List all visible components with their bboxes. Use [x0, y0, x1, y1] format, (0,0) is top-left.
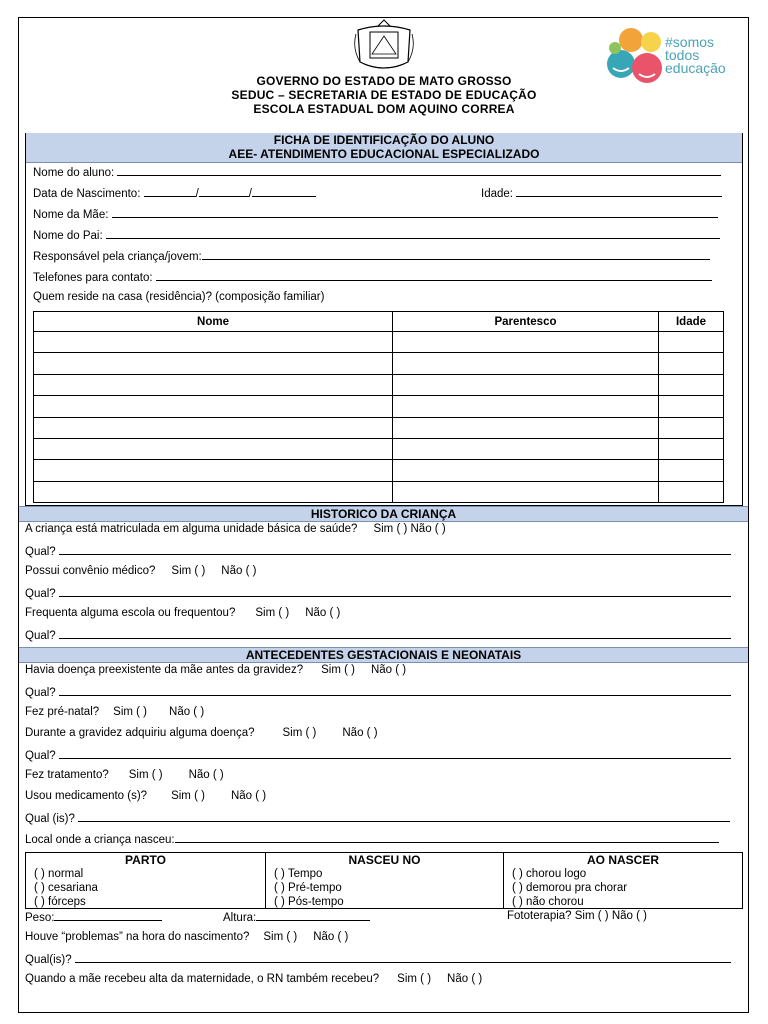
antecedentes-q4-nao[interactable]: Não ( ): [188, 769, 224, 781]
table-row: [34, 353, 724, 374]
somos-todos-educacao-logo: [603, 22, 748, 97]
antecedentes-q1-label: Havia doença preexistente da mãe antes da gravidez?: [25, 664, 304, 676]
data-dia-field[interactable]: [144, 185, 196, 197]
qual-is-label: Qual (is)?: [25, 813, 75, 825]
table-cell[interactable]: [393, 417, 659, 438]
historico-q2-sim[interactable]: Sim ( ): [171, 565, 206, 577]
nome-aluno-field[interactable]: [117, 164, 721, 176]
historico-qual-2-row: [25, 585, 731, 601]
parto-title: PARTO: [125, 853, 166, 867]
state-coat-of-arms-icon: [350, 18, 418, 72]
ao-nascer-column: [504, 853, 742, 908]
alta-row: [25, 972, 482, 986]
nome-mae-row: [33, 206, 718, 222]
table-row: [34, 481, 724, 502]
antecedentes-q2-sim[interactable]: Sim ( ): [113, 706, 148, 718]
antecedentes-qual-is-row: [25, 810, 730, 826]
table-cell[interactable]: [34, 460, 393, 481]
quais-row: [25, 951, 731, 967]
antecedentes-q2-nao[interactable]: Não ( ): [169, 706, 205, 718]
data-ano-field[interactable]: [252, 185, 316, 197]
table-cell[interactable]: [659, 353, 724, 374]
historico-qual-3-row: [25, 627, 731, 643]
qual-label: Qual?: [25, 687, 56, 699]
table-cell[interactable]: [393, 438, 659, 459]
nome-mae-field[interactable]: [112, 206, 718, 218]
antecedentes-qual-2-field[interactable]: [59, 747, 731, 759]
alta-nao[interactable]: Não ( ): [447, 973, 483, 985]
table-cell[interactable]: [34, 481, 393, 502]
quais-label: Qual(is)?: [25, 954, 72, 966]
antecedentes-q3-nao[interactable]: Não ( ): [342, 727, 378, 739]
historico-q1-label: A criança está matriculada em alguma unidade básica de saúde?: [25, 523, 358, 535]
table-cell[interactable]: [34, 417, 393, 438]
antecedentes-qual-is-field[interactable]: [78, 810, 730, 822]
table-row: [34, 417, 724, 438]
ao-nascer-option-demorou[interactable]: ( ) demorou pra chorar: [512, 882, 628, 894]
table-row: [34, 374, 724, 395]
table-cell[interactable]: [34, 374, 393, 395]
antecedentes-q4-label: Fez tratamento?: [25, 769, 109, 781]
table-cell[interactable]: [659, 374, 724, 395]
table-cell[interactable]: [393, 481, 659, 502]
header-line-1: GOVERNO DO ESTADO DE MATO GROSSO: [256, 74, 512, 88]
fototerapia-row[interactable]: Fototerapia? Sim ( ) Não ( ): [507, 910, 647, 922]
header-line-2: SEDUC – SECRETARIA DE ESTADO DE EDUCAÇÃO: [231, 88, 537, 102]
ao-nascer-title: AO NASCER: [586, 853, 659, 867]
historico-q3-sim[interactable]: Sim ( ): [255, 607, 290, 619]
nasceu-title: NASCEU NO: [348, 853, 421, 867]
altura-row: [223, 909, 370, 925]
antecedentes-q4-row: [25, 768, 224, 782]
section-historico-title: HISTORICO DA CRIANÇA: [19, 506, 748, 522]
problemas-sim[interactable]: Sim ( ): [263, 931, 298, 943]
problemas-nao[interactable]: Não ( ): [313, 931, 349, 943]
local-nascimento-label: Local onde a criança nasceu:: [25, 834, 175, 846]
table-cell[interactable]: [393, 353, 659, 374]
nasceu-option-pos-tempo[interactable]: ( ) Pós-tempo: [274, 896, 344, 908]
parto-option-normal[interactable]: ( ) normal: [34, 868, 84, 880]
data-nascimento-row: Data de Nascimento: / /: [33, 185, 316, 201]
faces-logo-icon: [603, 22, 673, 97]
antecedentes-q1-nao[interactable]: Não ( ): [370, 664, 407, 676]
qual-label: Qual?: [25, 630, 56, 642]
table-cell[interactable]: [659, 460, 724, 481]
col-nome: Nome: [34, 312, 393, 332]
ao-nascer-option-nao-chorou[interactable]: ( ) não chorou: [512, 896, 584, 908]
telefones-field[interactable]: [156, 269, 712, 281]
alta-label: Quando a mãe recebeu alta da maternidade, o RN também recebeu?: [25, 973, 380, 985]
logo-text-3: educação: [665, 60, 726, 76]
antecedentes-q5-row: [25, 789, 266, 803]
antecedentes-q1-row: [25, 663, 406, 677]
responsavel-label: Responsável pela criança/jovem:: [33, 251, 202, 263]
parto-option-forceps[interactable]: ( ) fórceps: [34, 896, 86, 908]
parto-column: [26, 853, 266, 908]
table-cell[interactable]: [34, 353, 393, 374]
parto-option-cesariana[interactable]: ( ) cesariana: [34, 882, 98, 894]
data-mes-field[interactable]: [199, 185, 249, 197]
historico-q3-nao[interactable]: Não ( ): [305, 607, 341, 619]
telefones-label: Telefones para contato:: [33, 272, 153, 284]
qual-label: Qual?: [25, 546, 56, 558]
historico-q2-row: [25, 564, 256, 578]
responsavel-field[interactable]: [202, 248, 710, 260]
historico-q1-nao[interactable]: Não ( ): [410, 523, 446, 535]
family-table: [33, 311, 724, 503]
table-cell[interactable]: [34, 332, 393, 353]
historico-qual-3-field[interactable]: [59, 627, 731, 639]
historico-qual-1-row: [25, 543, 731, 559]
problemas-row: [25, 930, 348, 944]
family-table-header: [34, 312, 724, 332]
table-row: [34, 332, 724, 353]
alta-sim[interactable]: Sim ( ): [397, 973, 432, 985]
ao-nascer-option-chorou-logo[interactable]: ( ) chorou logo: [512, 868, 587, 880]
logo-text-2: todos: [665, 47, 700, 63]
table-row: [34, 460, 724, 481]
antecedentes-qual-2-row: [25, 747, 731, 763]
antecedentes-q3-row: [25, 726, 378, 740]
nome-aluno-label: Nome do aluno:: [33, 167, 115, 179]
logo-text-1: #somos: [665, 34, 715, 50]
table-cell[interactable]: [393, 374, 659, 395]
qual-label: Qual?: [25, 588, 56, 600]
nasceu-option-pre-tempo[interactable]: ( ) Pré-tempo: [274, 882, 342, 894]
qual-label: Qual?: [25, 750, 56, 762]
form-title-line-2: AEE- ATENDIMENTO EDUCACIONAL ESPECIALIZADO: [228, 147, 540, 161]
table-cell[interactable]: [393, 332, 659, 353]
nome-pai-field[interactable]: [106, 227, 720, 239]
responsavel-row: [33, 248, 710, 264]
antecedentes-q2-label: Fez pré-natal?: [25, 706, 100, 718]
antecedentes-qual-1-row: [25, 684, 731, 700]
peso-field[interactable]: [54, 909, 162, 921]
antecedentes-q5-label: Usou medicamento (s)?: [25, 790, 148, 802]
nome-pai-row: [33, 227, 720, 243]
local-nascimento-row: [25, 831, 719, 847]
historico-qual-1-field[interactable]: [59, 543, 731, 555]
altura-label: Altura:: [223, 912, 257, 924]
antecedentes-qual-1-field[interactable]: [59, 684, 731, 696]
col-idade: Idade: [659, 312, 724, 332]
section-antecedentes-title: ANTECEDENTES GESTACIONAIS E NEONATAIS: [19, 647, 748, 663]
nome-pai-label: Nome do Pai:: [33, 230, 103, 242]
table-cell[interactable]: [34, 438, 393, 459]
historico-q1-row: [25, 522, 446, 536]
data-nascimento-label: Data de Nascimento:: [33, 188, 141, 200]
historico-q3-row: [25, 606, 340, 620]
table-cell[interactable]: [659, 332, 724, 353]
nasceu-option-tempo[interactable]: ( ) Tempo: [274, 868, 323, 880]
historico-q3-label: Frequenta alguma escola ou frequentou?: [25, 607, 236, 619]
idade-field[interactable]: [516, 185, 722, 197]
quais-field[interactable]: [75, 951, 731, 963]
local-nascimento-field[interactable]: [175, 831, 719, 843]
altura-field[interactable]: [256, 909, 370, 921]
antecedentes-q5-sim[interactable]: Sim ( ): [171, 790, 205, 802]
table-cell[interactable]: [659, 417, 724, 438]
table-cell[interactable]: [34, 396, 393, 417]
antecedentes-q4-sim[interactable]: Sim ( ): [128, 769, 163, 781]
parto-table: [25, 852, 743, 909]
nasceu-column: [266, 853, 504, 908]
table-cell[interactable]: [393, 396, 659, 417]
peso-label: Peso:: [25, 912, 55, 924]
col-parentesco: Parentesco: [393, 312, 659, 332]
historico-q2-nao[interactable]: Não ( ): [221, 565, 257, 577]
antecedentes-q1-sim[interactable]: Sim ( ): [321, 664, 355, 676]
peso-row: [25, 909, 162, 925]
historico-q2-label: Possui convênio médico?: [25, 565, 156, 577]
problemas-label: Houve “problemas” na hora do nascimento?: [25, 931, 250, 943]
idade-row: [481, 185, 722, 201]
idade-label: Idade:: [481, 188, 513, 200]
table-cell[interactable]: [659, 396, 724, 417]
antecedentes-q3-sim[interactable]: Sim ( ): [282, 727, 317, 739]
historico-q1-sim[interactable]: Sim ( ): [373, 523, 408, 535]
table-cell[interactable]: [659, 438, 724, 459]
form-title-line-1: FICHA DE IDENTIFICAÇÃO DO ALUNO: [273, 133, 495, 147]
nome-aluno-row: [33, 164, 721, 180]
antecedentes-q5-nao[interactable]: Não ( ): [230, 790, 267, 802]
table-cell[interactable]: [393, 460, 659, 481]
historico-qual-2-field[interactable]: [59, 585, 731, 597]
table-row: [34, 396, 724, 417]
nome-mae-label: Nome da Mãe:: [33, 209, 109, 221]
antecedentes-q3-label: Durante a gravidez adquiriu alguma doença?: [25, 727, 255, 739]
antecedentes-q2-row: [25, 705, 204, 719]
form-title-band: [26, 133, 742, 163]
table-row: [34, 438, 724, 459]
telefones-row: [33, 269, 712, 285]
quem-reside-label: Quem reside na casa (residência)? (composição familiar): [33, 291, 325, 303]
table-cell[interactable]: [659, 481, 724, 502]
header-line-3: ESCOLA ESTADUAL DOM AQUINO CORREA: [253, 102, 515, 116]
